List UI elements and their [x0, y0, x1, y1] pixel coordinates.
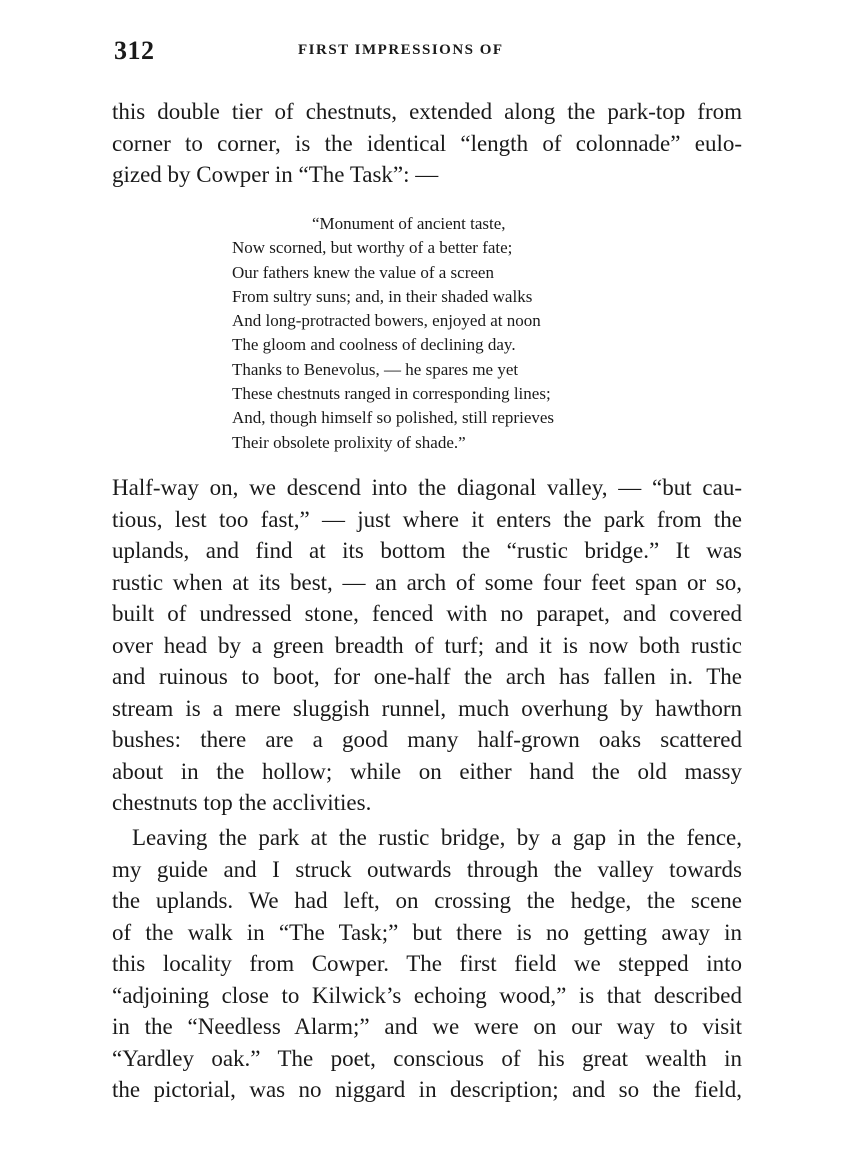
text-line: bushes: there are a good many half-grown oaks scattered: [112, 727, 742, 752]
poem-quotation: [232, 212, 652, 455]
paragraph-2: [112, 472, 742, 819]
text-line: stream is a mere sluggish runnel, much overhung by hawthorn: [112, 695, 742, 721]
paragraph-1: [112, 96, 742, 191]
text-line: built of undressed stone, fenced with no parapet, and covered: [112, 601, 742, 626]
text-line: the pictorial, was no niggard in description; and so the field,: [112, 1077, 742, 1102]
text-line: this double tier of chestnuts, extended along the park-top from: [112, 99, 742, 124]
poem-line: Their obsolete prolixity of shade.”: [232, 432, 466, 452]
text-line: “Yardley oak.” The poet, conscious of his great wealth in: [112, 1045, 742, 1071]
page-number: 312: [114, 36, 155, 65]
text-line: and ruinous to boot, for one-half the arch has fallen in. The: [112, 664, 742, 689]
poem-line: “Monument of ancient taste,: [312, 214, 506, 233]
text-line: of the walk in “The Task;” but there is no getting away in: [112, 919, 742, 945]
text-line: Leaving the park at the rustic bridge, by a gap in the fence,: [132, 825, 742, 850]
poem-line: Thanks to Benevolus, — he spares me yet: [232, 359, 519, 379]
paragraph-3: [112, 822, 742, 1106]
text-line: the uplands. We had left, on crossing the hedge, the scene: [112, 888, 742, 913]
text-line: tious, lest too fast,” — just where it enters the park from the: [112, 506, 742, 532]
text-line: in the “Needless Alarm;” and we were on our way to visit: [112, 1014, 742, 1039]
poem-line: And, though himself so polished, still reprieves: [232, 408, 555, 428]
text-line: chestnuts top the acclivities.: [112, 790, 372, 815]
text-line: about in the hollow; while on either hand the old massy: [112, 758, 742, 784]
text-line: “adjoining close to Kilwick’s echoing wood,” is that described: [112, 982, 742, 1008]
poem-line: These chestnuts ranged in corresponding lines;: [232, 384, 551, 404]
text-line: rustic when at its best, — an arch of some four feet span or so,: [112, 569, 742, 595]
text-line: corner to corner, is the identical “length of colonnade” eulo-: [112, 130, 742, 156]
text-line: this locality from Cowper. The first field we stepped into: [112, 951, 742, 976]
poem-line: From sultry suns; and, in their shaded walks: [232, 286, 533, 306]
text-line: over head by a green breadth of turf; and it is now both rustic: [112, 632, 742, 658]
running-head: FIRST IMPRESSIONS OF: [298, 42, 504, 58]
text-line: Half-way on, we descend into the diagonal valley, — “but cau-: [112, 475, 742, 500]
text-line: my guide and I struck outwards through the valley towards: [112, 856, 742, 882]
text-line: uplands, and find at its bottom the “rustic bridge.” It was: [112, 538, 742, 563]
poem-line: The gloom and coolness of declining day.: [232, 335, 516, 355]
poem-line: And long-protracted bowers, enjoyed at noon: [232, 311, 541, 331]
poem-line: Our fathers knew the value of a screen: [232, 262, 494, 282]
page-header: [112, 34, 742, 68]
text-line: gized by Cowper in “The Task”: —: [112, 162, 439, 187]
poem-line: Now scorned, but worthy of a better fate;: [232, 238, 513, 258]
